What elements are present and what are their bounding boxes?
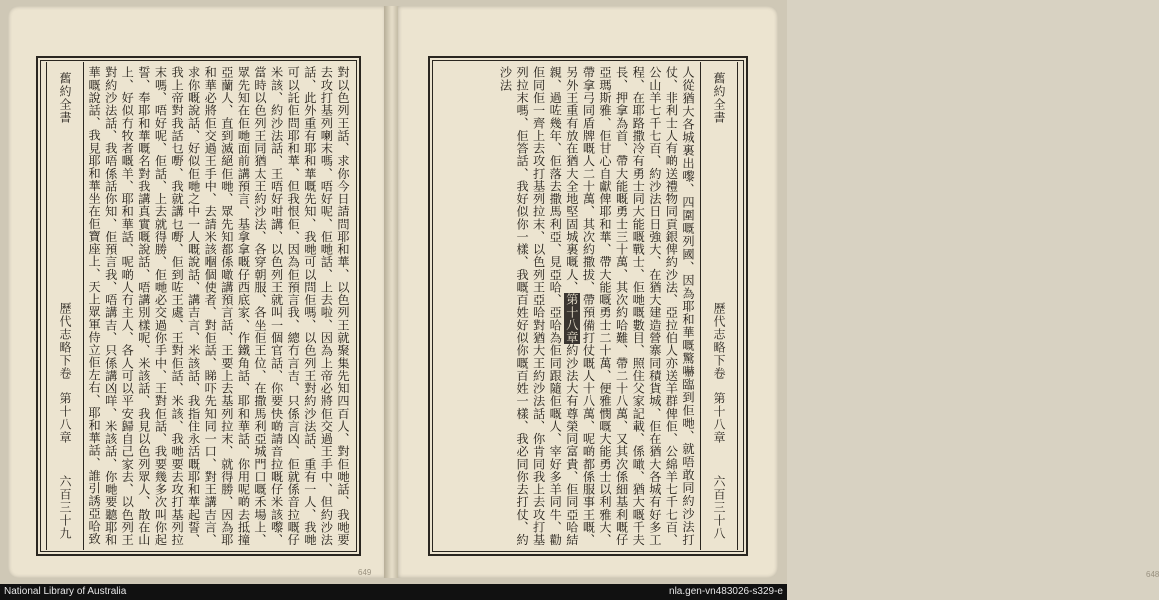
chapter-heading-marker: 第十八章 [564, 293, 579, 344]
scan-identifier: nla.gen-vn483026-s329-e [669, 586, 783, 597]
left-chapter-label: 第十八章 [58, 392, 72, 444]
left-page-number: 六百三十九 [58, 475, 72, 540]
right-body-text [438, 66, 696, 546]
left-book-title: 舊約全書 [58, 72, 72, 124]
left-body-paragraph: 對以色列王話、求你今日請問耶和華、以色列王就聚集先知四百人、對佢哋話、我哋要去攻打基列喇末嗎、唔好呢、佢哋話、上去啦、因為上帝必將佢交過王手中、但約沙法話、此外重有耶和華嘅先知、我哋可以問佢嗎、以色列王對約沙法話、重有一人、我哋可以託佢問耶和華、但我恨佢、因為佢預言我、總冇言吉、只係言凶、佢就係音拉嘅仔米該、約沙法話、王唔好咁講、以色列王就叫一個官話、你要快啲請音拉嘅仔米該嚟、當時以色列王同猶太王約沙法、各穿朝服、各坐佢王位、在撒馬利亞城門口嘅禾場上、眾先知在佢哋面前講預言、基拿拿嘅仔西底家、作鐵角話、耶和華話、你用呢啲去抵撞亞蘭人、直到滅絕佢哋、眾先知都係噉講預言話、王要上去基列拉末、就得勝、因為耶和華必將佢交過王手中、去請米該嗰個使者、對佢話、睇吓先知同一口、對王講吉言、求你嘅說話、好似佢哋之中一人嘅說話、講吉言、米該話、我指住永活嘅耶和華起誓、我上帝對我話乜嘢、我就講乜嘢、佢到咗王處、王對佢話、米該、我哋要去攻打基列拉末嗎、唔好呢、佢話、上去就得勝、佢哋必交過你手中、王對佢話、我要幾多次叫你起誓、奉耶和華嘅名對我講真實嘅說話、唔講別樣呢、米該話、我見以色列眾人、散在山上、好似冇牧者嘅羊、耶和華話、呢啲人冇主人、各人可以平安歸自己家去、以色列王對約沙法話、我唔係話你知、佢預言我、唔講吉、只係講凶咩、米該話、你哋要聽耶和華嘅說話、我見耶和華坐在佢寶座上、天上眾軍侍立佢左右、耶和華話、誰引誘亞哈致 [87, 66, 350, 546]
library-footer [0, 584, 787, 600]
left-text-frame [36, 56, 361, 556]
right-book-title: 舊約全書 [712, 72, 726, 124]
left-margin-column [46, 62, 84, 550]
right-volume-title: 歷代志略下卷 [712, 302, 726, 380]
right-margin-column [700, 62, 738, 550]
right-pencil-mark: 648 [1146, 570, 1159, 579]
right-body-text-part1: 人從猶大各城裏出嚟、四圍嘅列國、因為耶和華嘅驚嚇臨到佢哋、就唔敢同約沙法打仗、非利士人有啲送禮物同貢銀俾約沙法、亞拉伯人亦送羊群俾佢、公綿羊七千七百、公山羊七千七百、約沙法日日強大、在猶大建造營寨同積貨城、佢在猶大各城有好多工程、在耶路撒冷有勇士同大能嘅戰士、佢哋嘅數目、照住父家記載、係噉、猶大嘅千夫長、押拿為首、帶大能嘅勇士三十萬、其次約哈難、帶二十八萬、又其次係細基利嘅仔亞瑪斯雅、佢甘心自獻俾耶和華、帶大能嘅勇士二十萬、便雅憫嘅大能勇士以利雅大、帶拿弓同盾牌嘅人二十萬、其次約撒拔、帶預備打仗嘅人十八萬、呢啲都係服事王嘅、另外王重有放在猶大全地堅固城裏嘅人、 [564, 66, 695, 546]
right-body-text-part2: 約沙法大有尊榮同富貴、佢同亞哈結親、過咗幾年、佢落去撒馬利亞、見亞哈、亞哈為佢同跟隨佢嘅人、宰好多羊同牛、勸佢同佢一齊上去攻打基列拉末、以色列王亞哈對猶大王約沙法話、你肯同我上去攻打基列拉末嗎、佢答話、我好似你一樣、我嘅百姓好似你嘅百姓一樣、我必同你去打仗、約沙法 [498, 66, 579, 546]
library-name: National Library of Australia [4, 586, 127, 597]
right-body-paragraph [497, 66, 696, 546]
left-volume-title: 歷代志略下卷 [58, 302, 72, 380]
right-chapter-label: 第十八章 [712, 392, 726, 444]
right-page-number: 六百三十八 [712, 475, 726, 540]
left-pencil-mark: 649 [358, 568, 372, 577]
right-page [398, 6, 1159, 579]
left-body-text [88, 66, 351, 546]
right-text-frame [428, 56, 748, 556]
left-page [8, 6, 386, 578]
